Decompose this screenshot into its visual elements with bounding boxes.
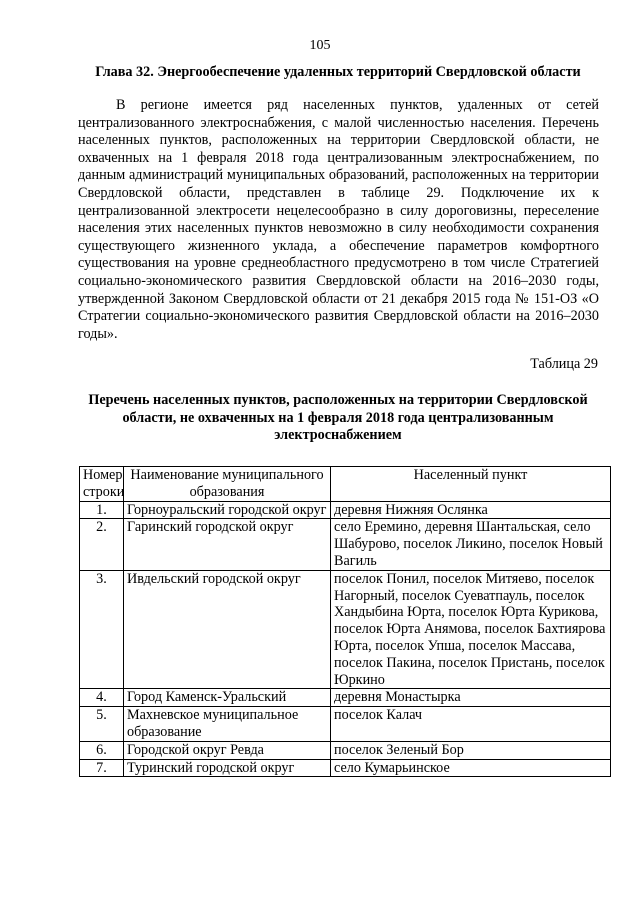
- settlements-cell: поселок Понил, поселок Митяево, поселок Нагорный, поселок Суеватпауль, поселок Хандыбина Юрта, поселок Юрта Курикова, поселок Юрта Анямова, поселок Бахтиярова Юрта, поселок Упша, поселок Массава, поселок Пакина, поселок Пристань, поселок Юркино: [331, 570, 611, 689]
- table-header-row: [80, 467, 611, 502]
- table-row: [80, 689, 611, 707]
- table-row: [80, 501, 611, 519]
- municipality-cell: Махневское муниципальное образование: [124, 707, 331, 742]
- row-number: 4.: [80, 689, 124, 707]
- settlements-cell: поселок Зеленый Бор: [331, 741, 611, 759]
- table-row: [80, 519, 611, 570]
- settlements-cell: деревня Монастырка: [331, 689, 611, 707]
- row-number: 1.: [80, 501, 124, 519]
- row-number: 7.: [80, 759, 124, 777]
- municipality-cell: Городской округ Ревда: [124, 741, 331, 759]
- table-row: [80, 707, 611, 742]
- header-settlement: Населенный пункт: [331, 467, 611, 502]
- settlements-cell: поселок Калач: [331, 707, 611, 742]
- table-row: [80, 759, 611, 777]
- chapter-title: Глава 32. Энергообеспечение удаленных территорий Свердловской области: [95, 64, 581, 80]
- row-number: 3.: [80, 570, 124, 689]
- settlements-cell: деревня Нижняя Ослянка: [331, 501, 611, 519]
- municipality-cell: Туринский городской округ: [124, 759, 331, 777]
- table-label: Таблица 29: [530, 356, 598, 372]
- settlements-table: [79, 466, 611, 777]
- table-row: [80, 570, 611, 689]
- table-caption: Перечень населенных пунктов, расположенных на территории Свердловской области, не охваченных на 1 февраля 2018 года централизованным электроснабжением: [88, 392, 588, 444]
- row-number: 5.: [80, 707, 124, 742]
- municipality-cell: Ивдельский городской округ: [124, 570, 331, 689]
- settlements-cell: село Еремино, деревня Шантальская, село Шабурово, поселок Ликино, поселок Новый Вагиль: [331, 519, 611, 570]
- row-number: 6.: [80, 741, 124, 759]
- row-number: 2.: [80, 519, 124, 570]
- header-municipality: Наименование муниципального образования: [124, 467, 331, 502]
- body-paragraph: В регионе имеется ряд населенных пунктов, удаленных от сетей централизованного электроснабжения, с малой численностью населения. Перечень населенных пунктов, расположенных на территории Свердловской области, не охваченных на 1 февраля 2018 года централизованным электроснабжением, по данным администраций муниципальных образований, расположенных на территории Свердловской области, представлен в таблице 29. Подключение их к централизованной электросети нецелесообразно в силу дороговизны, переселение населения этих населенных пунктов невозможно в силу необходимости сохранения существующего жизненного уклада, а обеспечение параметров комфортного существования на уровне среднеобластного предусмотрено в том числе Стратегией социально-экономического развития Свердловской области на 2016–2030 годы, утвержденной Законом Свердловской области от 21 декабря 2015 года № 151-ОЗ «О Стратегии социально-экономического развития Свердловской области на 2016–2030 годы».: [78, 97, 599, 342]
- table-row: [80, 741, 611, 759]
- header-row-number: Номер строки: [80, 467, 124, 502]
- settlements-cell: село Кумарьинское: [331, 759, 611, 777]
- municipality-cell: Гаринский городской округ: [124, 519, 331, 570]
- municipality-cell: Город Каменск-Уральский: [124, 689, 331, 707]
- municipality-cell: Горноуральский городской округ: [124, 501, 331, 519]
- page-number: 105: [309, 38, 331, 53]
